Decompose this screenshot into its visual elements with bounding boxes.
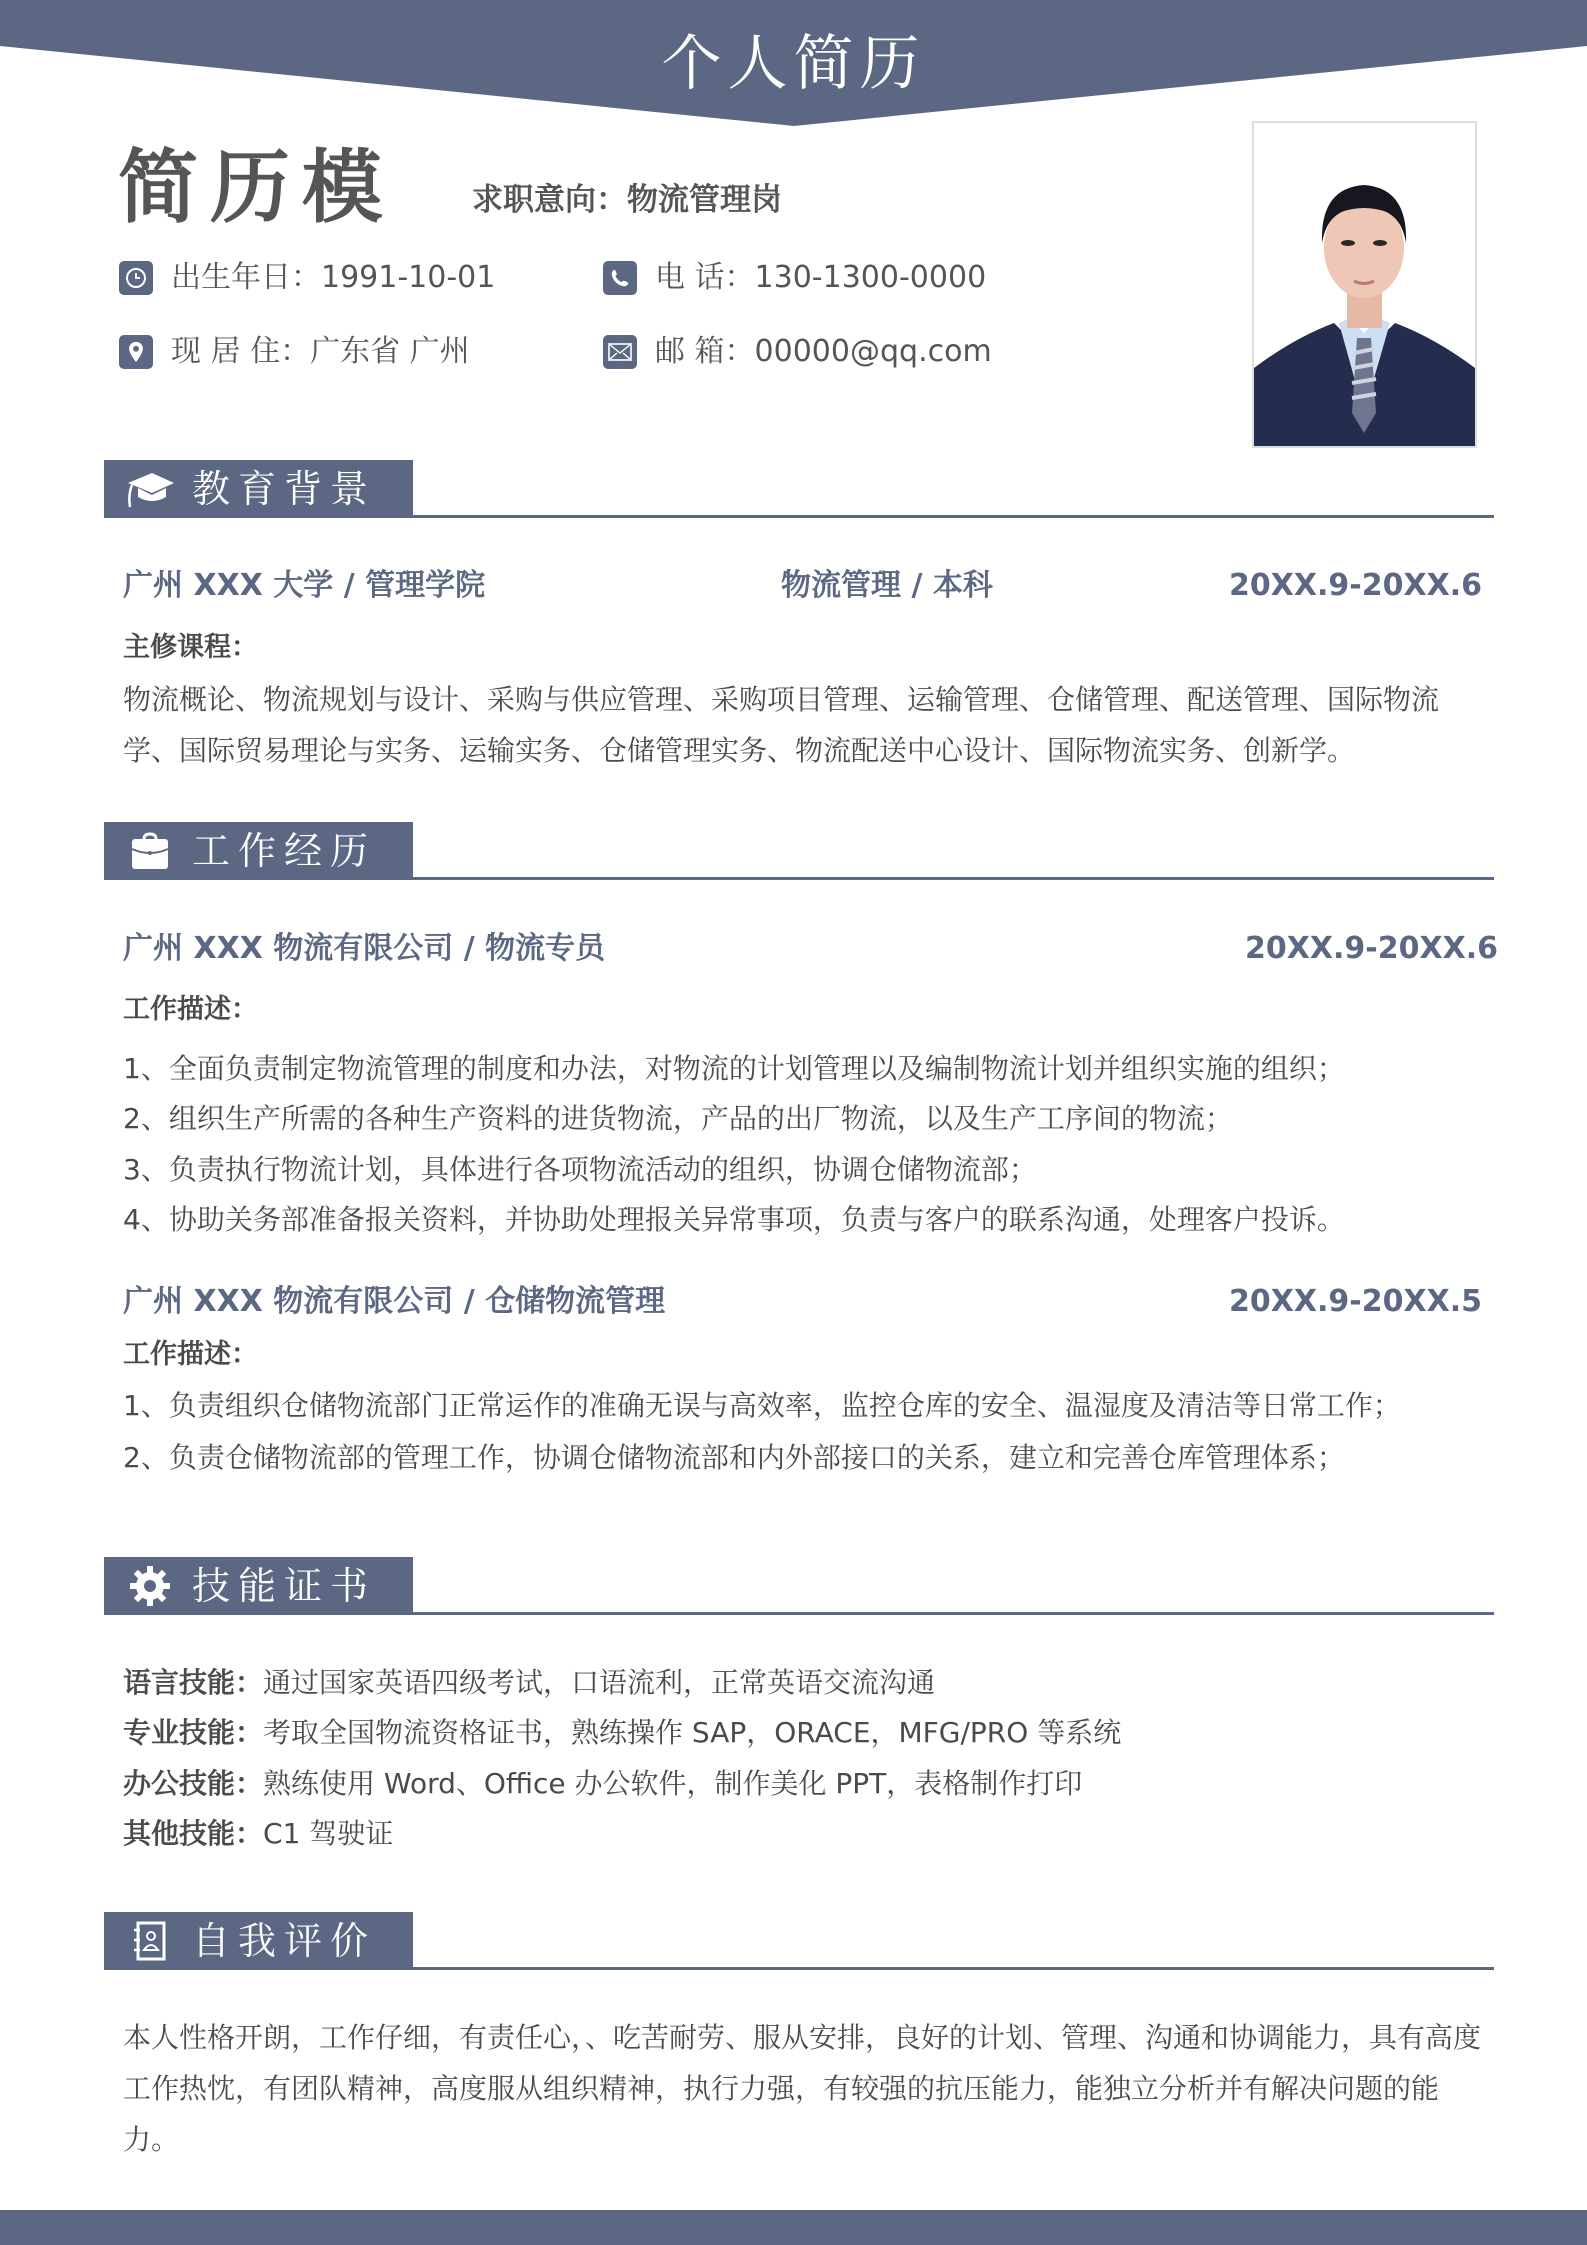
clock-icon	[119, 261, 153, 295]
skill-item	[123, 1663, 935, 1703]
skill-value: C1 驾驶证	[263, 1817, 394, 1850]
address-value: 广东省 广州	[310, 334, 470, 369]
phone-icon	[603, 261, 637, 295]
section-header-work	[104, 822, 1494, 882]
section-title-education: 教育背景	[192, 467, 377, 511]
candidate-name: 简历模	[118, 141, 394, 234]
job-intent-value: 物流管理岗	[627, 182, 782, 218]
birth-label: 出生年日：	[171, 260, 321, 295]
skill-item	[123, 1764, 1082, 1804]
info-phone	[603, 258, 986, 298]
profile-photo	[1252, 121, 1477, 448]
job-1-item: 1、全面负责制定物流管理的制度和办法，对物流的计划管理以及编制物流计划并组织实施的组织；	[123, 1052, 1345, 1085]
skill-label: 专业技能：	[123, 1716, 264, 1749]
education-school: 广州 XXX 大学 / 管理学院	[123, 568, 486, 603]
section-tag-self-eval	[104, 1912, 413, 1970]
banner-title: 个人简历	[661, 29, 926, 99]
section-divider	[104, 1967, 1494, 1970]
job-1-period: 20XX.9-20XX.6	[1245, 931, 1499, 966]
footer-bar	[0, 2210, 1587, 2245]
job-2-desc-label: 工作描述：	[123, 1339, 258, 1370]
skill-label: 其他技能：	[123, 1817, 264, 1850]
job-2-company: 广州 XXX 物流有限公司 / 仓储物流管理	[123, 1284, 666, 1319]
info-address	[119, 332, 470, 372]
section-divider	[104, 877, 1494, 880]
birth-value: 1991-10-01	[321, 260, 496, 295]
section-title-work: 工作经历	[192, 829, 377, 873]
section-divider	[104, 1612, 1494, 1615]
job-1-item: 2、组织生产所需的各种生产资料的进货物流，产品的出厂物流，以及生产工序间的物流；	[123, 1102, 1233, 1135]
section-header-self-eval	[104, 1912, 1494, 1972]
skill-label: 语言技能：	[123, 1666, 264, 1699]
skill-item	[123, 1713, 1121, 1753]
section-title-skills: 技能证书	[192, 1564, 377, 1608]
info-birth	[119, 258, 495, 298]
contact-book-icon	[122, 1912, 178, 1970]
email-label: 邮 箱：	[655, 334, 755, 369]
education-period: 20XX.9-20XX.6	[1229, 568, 1483, 603]
info-email	[603, 332, 992, 372]
skill-value: 考取全国物流资格证书，熟练操作 SAP，ORACE，MFG/PRO 等系统	[263, 1716, 1122, 1749]
skill-item	[123, 1814, 393, 1854]
self-eval-text: 本人性格开朗，工作仔细，有责任心，、吃苦耐劳、服从安排，良好的计划、管理、沟通和协调能力，具有高度工作热忱，有团队精神，高度服从组织精神，执行力强，有较强的抗压能力，能独立分析并有解决问题的能力。	[123, 2021, 1482, 2156]
job-1-company: 广州 XXX 物流有限公司 / 物流专员	[123, 931, 606, 966]
section-tag-skills	[104, 1557, 413, 1615]
job-2-item: 1、负责组织仓储物流部门正常运作的准确无误与高效率，监控仓库的安全、温湿度及清洁等日常工作；	[123, 1389, 1401, 1422]
header-banner	[0, 0, 1587, 130]
person-portrait-icon	[1254, 123, 1475, 446]
graduation-cap-icon	[122, 460, 178, 518]
section-tag-work	[104, 822, 413, 880]
section-divider	[104, 515, 1494, 518]
section-tag-education	[104, 460, 413, 518]
phone-value: 130-1300-0000	[754, 260, 987, 295]
job-2-period: 20XX.9-20XX.5	[1229, 1284, 1483, 1319]
section-header-education	[104, 460, 1494, 520]
skill-value: 通过国家英语四级考试，口语流利，正常英语交流沟通	[263, 1666, 936, 1699]
courses-text: 物流概论、物流规划与设计、采购与供应管理、采购项目管理、运输管理、仓储管理、配送管理、国际物流学、国际贸易理论与实务、运输实务、仓储管理实务、物流配送中心设计、国际物流实务、创新学。	[123, 683, 1440, 767]
job-1-item: 3、负责执行物流计划，具体进行各项物流活动的组织，协调仓储物流部；	[123, 1153, 1037, 1186]
job-2-item: 2、负责仓储物流部的管理工作，协调仓储物流部和内外部接口的关系，建立和完善仓库管理体系；	[123, 1441, 1345, 1474]
phone-label: 电 话：	[655, 260, 755, 295]
skill-value: 熟练使用 Word、Office 办公软件，制作美化 PPT，表格制作打印	[263, 1767, 1083, 1800]
job-intent	[472, 180, 782, 220]
section-header-skills	[104, 1557, 1494, 1617]
location-pin-icon	[119, 335, 153, 369]
envelope-icon	[603, 335, 637, 369]
gear-icon	[122, 1557, 178, 1615]
briefcase-icon	[122, 822, 178, 880]
section-title-self-eval: 自我评价	[192, 1919, 377, 1963]
job-intent-label: 求职意向：	[472, 182, 627, 218]
job-1-desc-label: 工作描述：	[123, 994, 258, 1025]
address-label: 现 居 住：	[171, 334, 311, 369]
skill-label: 办公技能：	[123, 1767, 264, 1800]
email-value: 00000@qq.com	[754, 334, 992, 369]
courses-label: 主修课程：	[123, 632, 258, 663]
education-major: 物流管理 / 本科	[781, 568, 993, 603]
job-1-item: 4、协助关务部准备报关资料，并协助处理报关异常事项，负责与客户的联系沟通，处理客户投诉。	[123, 1203, 1345, 1236]
